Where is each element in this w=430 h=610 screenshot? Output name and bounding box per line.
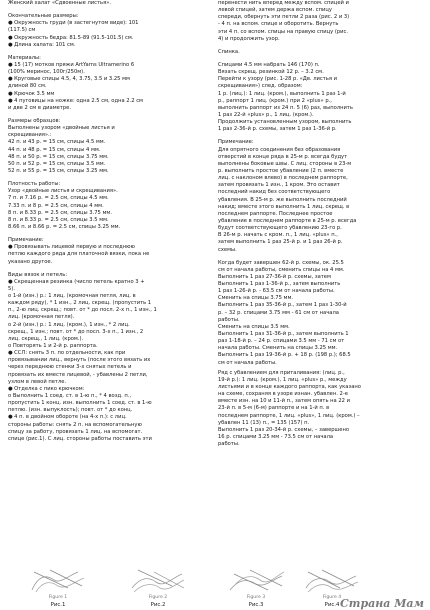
text-line: выполнены боковые швы. С лиц. стороны в 23-м: [218, 160, 352, 167]
left-column: [8, 0, 208, 443]
text-line: лиц. (кромочная петля).: [8, 314, 75, 321]
text-line: каждом ряду), * 1 изн., 2 лиц. скрещ. (пропустить 1: [8, 300, 152, 307]
text-line: Спинка.: [218, 48, 240, 55]
text-line: схемы.: [218, 246, 237, 253]
text-line: Виды вязок и петель:: [8, 271, 68, 278]
text-line: левой спицей, затем держа вспом. спицу: [218, 7, 332, 14]
text-line: скрещ., 1 изн.; повт. от * до посл. 3-х п., 1 изн., 2: [8, 328, 144, 335]
text-line: ● Окружность бедра: 81.5-89 (91.5-101.5) см.: [8, 34, 134, 41]
figure-label: Рис.4: [324, 602, 340, 608]
watermark-logo: Страна Мам: [340, 596, 424, 610]
text-line: стороны работы: снять 2 п. на вспомогательную: [8, 421, 142, 428]
text-line: Продолжить установленным узором, выполнить: [218, 119, 352, 126]
text-line: (117.5) см: [8, 27, 36, 34]
knitting-hands-illustration-2: [128, 566, 188, 594]
text-line: пропустить 1 конц. изн. выполнить 1 соед. ст. в 1-ю: [8, 400, 152, 407]
figure-label: Рис.1: [50, 602, 66, 608]
knitting-hands-illustration-3: [226, 566, 286, 594]
knitting-hands-illustration-4: [302, 566, 362, 594]
text-line: Плотность работы:: [8, 181, 61, 188]
text-line: петлю каждого ряда для платочной вязки, пока не: [8, 251, 150, 258]
text-line: 1 раз 22-й «plus» р., 1 лиц. (кром.).: [218, 111, 314, 118]
text-line: лиц. с наклоном влево) в последнем раппорте,: [218, 175, 348, 182]
text-line: на схеме, сохраняя в узоре изнан. убавлен. 2-е: [218, 391, 348, 398]
text-line: Выполнить 1 раз 31-36-й р., затем выполнить 1: [218, 331, 349, 338]
text-line: выполнить раппорт из 24 п. 5 (6) раз, выполнить: [218, 104, 353, 111]
text-line: провязать их вместе лицевой, - убавлены 2 петли,: [8, 371, 148, 378]
text-line: Выполнить 1 раз 20-34-й р. схемы, – завершено: [218, 426, 350, 433]
text-line: последнем раппорте, 1 лиц. «plus», 1 лиц. (кром.) –: [218, 412, 360, 419]
text-line: отверстий в конце ряда в 25-м р. всегда будут: [218, 153, 348, 160]
text-line: ● 4 пуговицы на ножке: одна 2.5 см, одна 2.2 см: [8, 97, 143, 104]
text-line: затем провязать 1 изн., 1 кром. Это оставит: [218, 182, 340, 189]
figure-caption: Figure 3: [246, 595, 266, 600]
text-line: через переднюю стенки 3-х снятых петель и: [8, 364, 132, 371]
text-line: Выполнены узором «двойные листья и: [8, 125, 115, 132]
knitting-hands-illustration-1: [28, 566, 88, 594]
text-line: ● Длина халата: 101 см.: [8, 41, 76, 48]
text-line: лиц. скрещ., 1 лиц. (кром.).: [8, 335, 84, 342]
text-line: - 4 п. на вспом. спице и оборотить. Вернуть: [218, 21, 339, 28]
text-line: 48 п. и 50 р. = 15 см, спицы 3.75 мм.: [8, 153, 109, 160]
text-line: эти 4 п. со вспом. спицы на правую спицу (рис.: [218, 28, 349, 35]
text-line: (100% мериноc, 100г/250м).: [8, 69, 85, 76]
text-line: вместе изн. на 10 и 11-й п., затем опять на 22 и: [218, 398, 350, 405]
text-line: 1 раз 1-26-й р. - 63.5 см от начала работы.: [218, 288, 335, 295]
text-line: В 26-м р. начать с кром. п., 1 лиц. «plus» п.,: [218, 232, 338, 239]
text-line: Узор «двойные листья и скрещивания».: [8, 188, 118, 195]
text-line: Материалы:: [8, 54, 41, 61]
text-line: спереди, обернуть эти петли 2 раза (рис. 2 и 3): [218, 14, 350, 21]
text-line: длиной 80 см.: [8, 83, 47, 90]
text-line: Сменить на спицы 3.5 мм.: [218, 323, 290, 330]
text-line: о Повторять 1 и 2-й р. раппорта.: [8, 343, 98, 350]
text-line: 1 р. (лиц.): 1 лиц. (кром.), выполнить 1 раз 1-й: [218, 90, 346, 97]
text-line: перенести нить вперед между вспом. спицей и: [218, 0, 349, 6]
text-line: Выполнить 1 раз 27-36-й р. схемы, затем: [218, 273, 331, 280]
text-line: Выполнить 1 раз 35-36-й р., затем 1 раз 1-30-й: [218, 302, 347, 309]
text-line: п., 2-ю лиц. скрещ.; повт. от * до посл. 2-х п., 1 изн., 1: [8, 307, 157, 314]
text-line: спице (рис.1). С лиц. стороны работы поставить эти: [8, 435, 152, 442]
text-line: Выполнить 1 раз 19-36-й р. + 18 р. (198 р.); 68.5: [218, 352, 351, 359]
text-line: убавлен 11 (13) п., = 135 (157) п.: [218, 419, 310, 426]
text-line: указано другое.: [8, 258, 53, 265]
text-line: последний накид без соответствующего: [218, 189, 331, 196]
text-line: узлом в левой петле.: [8, 378, 67, 385]
text-line: петлю. (изн. выпуклость); повт. от * до конц.: [8, 407, 133, 414]
text-line: скрещивания») след. образом:: [218, 83, 303, 90]
figure-label: Рис.2: [150, 602, 166, 608]
right-column: [218, 0, 422, 448]
text-line: ● Скрещенная резинка (число петель кратно 3 +: [8, 278, 145, 285]
text-line: Ряд с убавлением для приталивания: (лиц. р.,: [218, 369, 345, 376]
figure-caption: Figure 1: [48, 595, 68, 600]
text-line: 52 п. и 55 р. = 15 см, спицы 3.25 мм.: [8, 167, 109, 174]
text-line: о 2-й (изн.) р.: 1 лиц. (кром.), 1 изн., * 2 лиц.: [8, 321, 130, 328]
text-line: ● Окружность груди (в застегнутом виде): 101: [8, 20, 139, 27]
text-line: 23-й п. в 5-м (6-м) раппорте и на 1-й п. в: [218, 405, 330, 412]
text-line: 8 п. и 8.33 р. = 2.5 см, спицы 3.75 мм.: [8, 209, 112, 216]
text-line: Выполнить 1 раз 1-36-й р., затем выполнить: [218, 281, 341, 288]
text-line: спицу за работу, провязать 1 лиц. на вспомогат.: [8, 428, 143, 435]
text-line: убавления. В 25-м р. же выполнить последний: [218, 196, 347, 203]
text-line: Спицами 4.5 мм набрать 146 (170) п.: [218, 61, 320, 68]
text-line: будут соответствующего убавлению 23-го р.: [218, 225, 342, 232]
figure-1: [28, 566, 88, 610]
text-line: р. выполнить простое убавление (2 п. вместе: [218, 167, 344, 174]
text-line: 1 раз 2-36-й р. схемы, затем 1 раз 1-36-й р.: [218, 126, 337, 133]
text-line: см от начала работы, сменить спицы на 4 мм.: [218, 266, 345, 273]
text-line: 16 р. спицами 3.25 мм - 73.5 см от начала: [218, 434, 334, 441]
text-line: 8 п. и 8.33 р. = 2.5 см, спицы 3.5 мм.: [8, 216, 109, 223]
text-line: Размеры образцов:: [8, 117, 61, 124]
text-line: и две 2 см в диаметре.: [8, 104, 71, 111]
text-line: ● Провязывать лицевой первую и последнюю: [8, 244, 135, 251]
text-line: р., раппорт 1 лиц. (кром.) при 2 «plus» р.,: [218, 97, 332, 104]
text-line: 42 п. и 43 р. = 15 см, спицы 4.5 мм.: [8, 139, 106, 146]
text-line: ● Отделка с пико крючком:: [8, 385, 85, 392]
text-line: Для опрятного соединения без образования: [218, 146, 341, 153]
text-line: Примечание:: [8, 237, 44, 244]
figure-caption: Figure 4: [322, 595, 342, 600]
text-line: работы.: [218, 441, 240, 448]
text-line: Вязать скрещ. резинкой 12 р. – 3.2 см.: [218, 69, 324, 76]
text-line: р. – 32 р. спицами 3.75 мм - 61 см от начала: [218, 309, 339, 316]
text-line: Перейти к узору (рис. 1-28 р. «Дв. листья и: [218, 76, 337, 83]
text-line: ● Круговые спицы 4.5, 4, 3.75, 3.5 и 3.25 мм: [8, 76, 130, 83]
text-line: Когда будет завершен 62-й р. схемы, ок. 25.5: [218, 259, 344, 266]
text-line: раз 1-18-й р. – 24 р. спицами 3.5 мм - 71 см от: [218, 338, 345, 345]
figure-label: Рис.3: [248, 602, 264, 608]
text-line: последнем раппорте. Последнее простое: [218, 210, 333, 217]
text-line: 7 п. и 7.16 р. = 2.5 см, спицы 4.5 мм.: [8, 195, 109, 202]
text-line: 7.33 п. и 8 р. = 2.5 см, спицы 4 мм.: [8, 202, 104, 209]
text-line: 8.66 п. и 8.66 р. = 2.5 см, спицы 3.25 мм.: [8, 223, 121, 230]
text-line: о 1-й (изн.) р.: 1 лиц. (кромочная петля, лиц. в: [8, 293, 136, 300]
text-line: накид; вместе этого выполнить 1 лиц. скрещ. в: [218, 203, 350, 210]
text-line: ● 15 (17) мотков пряжи ArtYarns Ultramerino 6: [8, 61, 135, 68]
text-line: Женский халат «Сдвоенные листья».: [8, 0, 112, 6]
text-line: ● Крючок 3.5 мм: [8, 90, 55, 97]
text-line: скрещивания».:: [8, 132, 52, 139]
text-line: Примечание:: [218, 139, 254, 146]
text-line: работы.: [218, 316, 240, 323]
text-line: начала работы. Сменить на спицы 3.25 мм.: [218, 345, 338, 352]
text-line: затем выполнить 1 раз 25-й р. и 1 раз 26-й р.: [218, 239, 343, 246]
text-line: 4) и продолжить узор.: [218, 35, 280, 42]
text-line: 50 п. и 52 р. = 15 см, спицы 3.5 мм.: [8, 160, 106, 167]
text-line: Сменить на спицы 3.75 мм.: [218, 295, 294, 302]
text-line: 5).: [8, 285, 15, 292]
text-line: ● 4 п. в двойном обороте (на 4-х п.): с лиц.: [8, 414, 127, 421]
figure-2: [128, 566, 188, 610]
text-line: о Выполнить 1 соед. ст. в 1-ю п., * 4 возд. п.,: [8, 393, 132, 400]
text-line: листьями и в конце каждого раппорта, как указано: [218, 384, 361, 391]
figure-caption: Figure 2: [148, 595, 168, 600]
text-line: 19-й р.): 1 лиц. (кром.), 1 лиц. «plus» р., между: [218, 376, 347, 383]
text-line: см от начала работы.: [218, 359, 277, 366]
text-line: провязывании лиц., вернуть (после этого вязать их: [8, 357, 151, 364]
text-line: Окончательные размеры:: [8, 13, 79, 20]
text-line: 44 п. и 48 р. = 15 см, спицы 4 мм.: [8, 146, 101, 153]
text-line: ● ССЛ: снять 3 п. по отдельности, как при: [8, 350, 126, 357]
text-line: убавление в последнем раппорте в 25-м р. всегда: [218, 217, 357, 224]
figure-3: [226, 566, 286, 610]
